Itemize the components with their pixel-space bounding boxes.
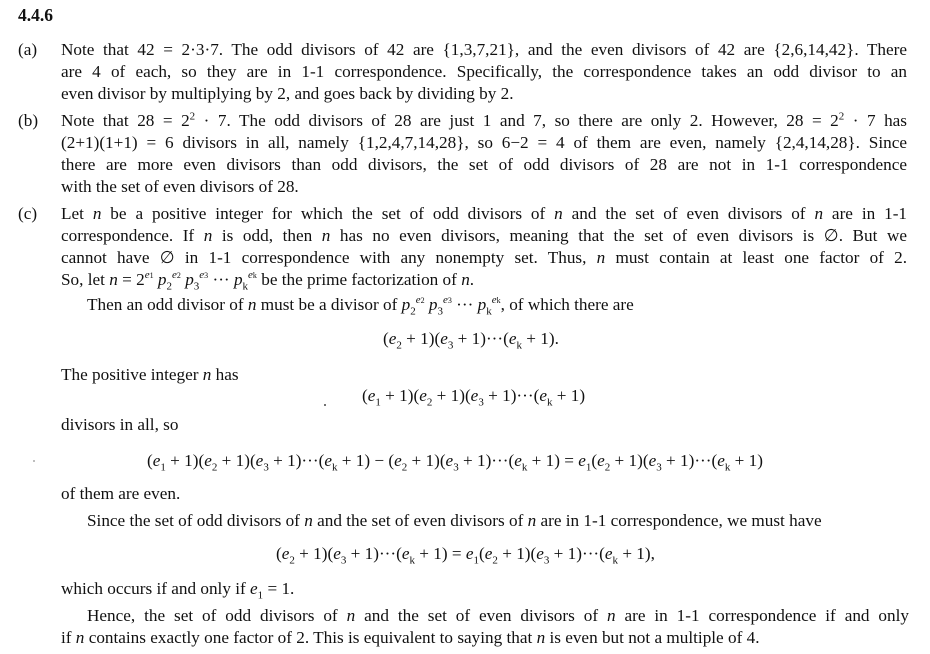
part-b-line-4: with the set of even divisors of 28.: [61, 177, 299, 196]
part-a-line-3: even divisor by multiplying by 2, and goes back by dividing by 2.: [61, 84, 514, 103]
part-b-line-2: (2+1)(1+1) = 6 divisors in all, namely {1,2,4,7,14,28}, so 6−2 = 4 of them are even, namely {2,4,14,28}. Since: [61, 133, 907, 152]
part-a-label: (a): [18, 40, 38, 59]
equation-odd-count: $(e_2 + 1)(e_3 + 1)\cdot\cdot\cdot(e_k + 1)$.: [383, 329, 559, 352]
part-b-line-3: there are more even divisors than odd divisors, the set of odd divisors of 28 are not in 1-1 correspondence: [61, 155, 907, 174]
stray-mark: [324, 404, 326, 406]
exercise-number: 4.4.6: [18, 5, 53, 25]
para-odd-divisor: Then an odd divisor of n must be a divisor of $p_2^{e2}$ $p_3^{e3}$ ··· $p_k^{ek}$, of which there are: [87, 294, 634, 318]
part-a-line-1: Note that 42 = 2·3·7. The odd divisors of 42 are {1,3,7,21}, and the even divisors of 42 are {2,6,14,42}. There: [61, 40, 907, 59]
part-c-line-2: correspondence. If n is odd, then n has no even divisors, meaning that the set of even divisors is ∅. But we: [61, 226, 908, 245]
part-c-line-4: So, let $n = 2^{e1}$ $p_2^{e2}$ $p_3^{e3}$ ··· $p_k^{ek}$ be the prime factorization of n.: [61, 269, 475, 293]
part-c-label: (c): [18, 204, 38, 223]
equation-total-divisors: $(e_1 + 1)(e_2 + 1)(e_3 + 1)\cdot\cdot\cdot(e_k + 1)$: [362, 386, 586, 409]
margin-mark: [33, 460, 35, 462]
part-a-line-2: are 4 of each, so they are in 1-1 correspondence. Specifically, the correspondence takes an odd divisor to an: [61, 62, 907, 81]
equation-correspondence: $(e_2 + 1)(e_3 + 1)\cdot\cdot\cdot(e_k + 1) = e_1(e_2 + 1)(e_3 + 1)\cdot\cdot\cdot(e_k + 1)$,: [276, 544, 655, 567]
para-if-and-only-if: which occurs if and only if $e_1 = 1$.: [61, 579, 295, 602]
conclusion-line-1: Hence, the set of odd divisors of n and the set of even divisors of n are in 1-1 correspondence if and only: [87, 606, 909, 625]
part-b-label: (b): [18, 111, 39, 130]
para-of-them-even: of them are even.: [61, 484, 181, 503]
para-positive-integer: The positive integer n has: [61, 365, 239, 384]
conclusion-line-2: if n contains exactly one factor of 2. This is equivalent to saying that n is even but not a multiple of 4.: [61, 628, 760, 647]
para-divisors-in-all: divisors in all, so: [61, 415, 179, 434]
equation-even-count: $(e_1 + 1)(e_2 + 1)(e_3 + 1)\cdot\cdot\cdot(e_k + 1) - (e_2 + 1)(e_3 + 1)\cdot\cdot\cdot(e_k + 1) = e_1(e_2 + 1)(e_3 + 1)\cdot\cdot\cdot(e_k + 1)$: [147, 451, 763, 474]
part-c-line-1: Let n be a positive integer for which the set of odd divisors of n and the set of even divisors of n are in 1-1: [61, 204, 908, 223]
part-b-line-1: Note that $28 = 2^2 \cdot 7$. The odd divisors of 28 are just 1 and 7, so there are only 2. However, $28 = 2^2 \cdot 7$ has: [61, 110, 907, 130]
para-since-set: Since the set of odd divisors of n and the set of even divisors of n are in 1-1 correspondence, we must have: [87, 511, 822, 530]
part-c-line-3: cannot have ∅ in 1-1 correspondence with any nonempty set. Thus, n must contain at least one factor of 2.: [61, 248, 908, 267]
